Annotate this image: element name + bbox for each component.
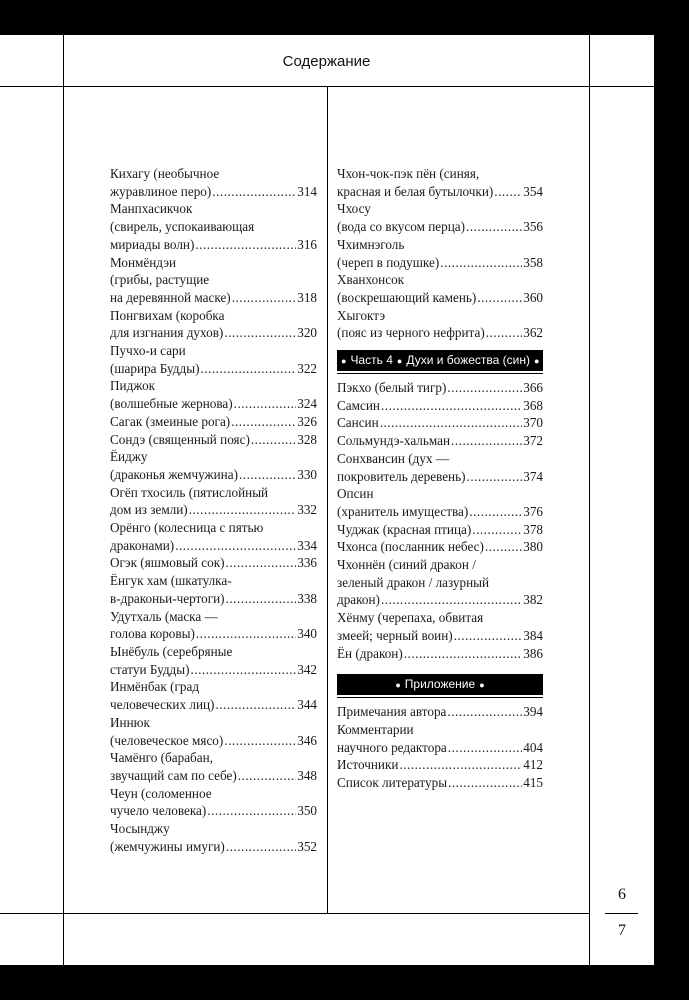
dot-leader (207, 802, 296, 820)
toc-text-line (337, 236, 543, 254)
section-part-label: Часть 4 (350, 353, 393, 368)
toc-text-line (337, 271, 543, 289)
toc-text-line (110, 165, 317, 183)
dot-leader (224, 732, 296, 750)
toc-entry-line[interactable] (110, 183, 317, 201)
dot-leader (234, 395, 297, 413)
toc-entry-title: змеей; черный воин) (337, 627, 453, 643)
dot-leader (451, 432, 522, 450)
toc-group-part3-end (337, 165, 543, 342)
toc-entry-title: Инмёнбак (град (110, 679, 200, 695)
toc-entry-title: Сансин (337, 415, 379, 431)
toc-entry-title: Примечания автора (337, 704, 447, 720)
toc-entry-line[interactable] (337, 627, 543, 645)
dot-leader (448, 739, 522, 757)
toc-entry-title: Сольмундэ-хальман (337, 433, 451, 449)
toc-entry-title: Чуджак (красная птица) (337, 521, 472, 537)
toc-entry-line[interactable] (337, 379, 543, 397)
toc-entry-title: Удутхаль (маска — (110, 608, 218, 624)
toc-page-number: 350 (297, 803, 317, 819)
toc-entry-title: Чхимнэголь (337, 236, 405, 252)
dot-leader (467, 468, 523, 486)
dot-leader (404, 645, 522, 663)
toc-page-number: 366 (523, 380, 543, 396)
toc-entry-line[interactable] (110, 395, 317, 413)
toc-entry-title: Чамёнго (барабан, (110, 750, 213, 766)
dot-leader (486, 324, 523, 342)
footer-top-line (0, 913, 590, 914)
toc-page-number: 374 (523, 468, 543, 484)
toc-entry-title: Пучхо-и сари (110, 343, 186, 359)
toc-page-number: 348 (297, 767, 317, 783)
toc-entry-title: Огёп тхосиль (пятислойный (110, 484, 269, 500)
dot-leader (175, 537, 296, 555)
section-banner-part4 (337, 350, 543, 371)
toc-page-number: 386 (523, 645, 543, 661)
dot-leader (477, 289, 522, 307)
dot-leader (447, 379, 522, 397)
dot-leader (494, 183, 522, 201)
dot-leader (399, 756, 522, 774)
toc-entry-title: в-драконьи-чертоги) (110, 590, 225, 606)
toc-entry-title: Ёнгук хам (шкатулка- (110, 573, 232, 589)
dot-leader (224, 324, 296, 342)
dot-leader (215, 696, 296, 714)
toc-entry-title: покровитель деревень) (337, 468, 466, 484)
bullet-icon: ● (533, 356, 540, 367)
toc-entry-title: Огэк (яшмовый сок) (110, 555, 225, 571)
toc-page-number: 322 (297, 360, 317, 376)
toc-text-line (110, 519, 317, 537)
toc-entry-title: (свирель, успокаивающая (110, 219, 255, 235)
toc-entry-line[interactable] (110, 590, 317, 608)
toc-text-line (110, 608, 317, 626)
toc-entry-title: статуи Будды) (110, 661, 190, 677)
toc-entry-line[interactable] (337, 756, 543, 774)
section-title: Духи и божества (син) (406, 353, 530, 368)
toc-page-number: 344 (297, 697, 317, 713)
toc-text-line (337, 609, 543, 627)
toc-entry-title: Понгвихам (коробка (110, 307, 225, 323)
book-page (0, 35, 654, 965)
toc-entry-line[interactable] (337, 703, 543, 721)
toc-left-column (110, 165, 317, 855)
toc-entry-line[interactable] (110, 625, 317, 643)
toc-entry-title: Сондэ (священный пояс) (110, 431, 250, 447)
toc-text-line (110, 200, 317, 218)
toc-page-number: 368 (523, 397, 543, 413)
toc-entry-title: дракон) (337, 592, 380, 608)
dot-leader (381, 591, 522, 609)
dot-leader (448, 774, 522, 792)
toc-text-line (110, 448, 317, 466)
toc-entry-line[interactable] (110, 802, 317, 820)
toc-page-number: 394 (523, 704, 543, 720)
bullet-icon: ● (396, 356, 403, 367)
dot-leader (447, 703, 522, 721)
toc-entry-line[interactable] (110, 360, 317, 378)
frame-left-line (63, 35, 64, 965)
appendix-title: Приложение (404, 677, 476, 692)
toc-entry-title: для изгнания духов) (110, 325, 224, 341)
bullet-icon: ● (395, 680, 401, 691)
toc-entry-line[interactable] (337, 591, 543, 609)
toc-group-part4 (337, 379, 543, 662)
toc-entry-line[interactable] (337, 538, 543, 556)
toc-entry-title: Список литературы (337, 775, 448, 791)
toc-page-number: 370 (523, 415, 543, 431)
toc-entry-line[interactable] (337, 324, 543, 342)
toc-entry-line[interactable] (110, 537, 317, 555)
toc-entry-title: Чхонса (посланник небес) (337, 539, 484, 555)
toc-entry-line[interactable] (110, 413, 317, 431)
toc-entry-line[interactable] (337, 397, 543, 415)
toc-entry-title: драконами) (110, 537, 175, 553)
toc-page-number: 324 (297, 396, 317, 412)
toc-page-number: 404 (523, 739, 543, 755)
toc-group-appendix (337, 703, 543, 792)
toc-entry-title: Иннюк (110, 714, 150, 730)
dot-leader (238, 767, 296, 785)
toc-page-number: 340 (297, 626, 317, 642)
dot-leader (454, 627, 523, 645)
toc-entry-title: зеленый дракон / лазурный (337, 574, 490, 590)
dot-leader (466, 218, 522, 236)
toc-entry-line[interactable] (337, 289, 543, 307)
toc-entry-line[interactable] (337, 432, 543, 450)
toc-text-line (110, 254, 317, 272)
dot-leader (232, 289, 297, 307)
toc-entry-title: Чхоннён (синий дракон / (337, 557, 476, 573)
toc-entry-line[interactable] (337, 183, 543, 201)
toc-entry-title: красная и белая бутылочки) (337, 183, 494, 199)
toc-entry-line[interactable] (110, 466, 317, 484)
toc-entry-title: (череп в подушке) (337, 254, 440, 270)
toc-page-number: 376 (523, 503, 543, 519)
dot-leader (226, 838, 296, 856)
toc-text-line (110, 271, 317, 289)
dot-leader (231, 413, 296, 431)
toc-entry-title: Пэкхо (белый тигр) (337, 380, 447, 396)
page-title: Содержание (282, 53, 371, 70)
toc-page-number: 318 (297, 289, 317, 305)
toc-entry-line[interactable] (337, 218, 543, 236)
toc-entry-title: журавлиное перо) (110, 183, 212, 199)
toc-entry-title: Хванхонсок (337, 272, 405, 288)
toc-entry-title: (волшебные жернова) (110, 396, 233, 412)
toc-page-number: 314 (297, 183, 317, 199)
toc-entry-title: Чосынджу (110, 821, 170, 837)
toc-entry-title: научного редактора (337, 739, 447, 755)
toc-entry-title: Чхосу (337, 201, 371, 217)
toc-entry-title: Чеун (соломенное (110, 785, 212, 801)
toc-page-number: 362 (523, 325, 543, 341)
toc-text-line (110, 643, 317, 661)
toc-entry-title: Монмёндэи (110, 254, 177, 270)
dot-leader (226, 590, 297, 608)
toc-text-line (110, 484, 317, 502)
dot-leader (251, 431, 296, 449)
toc-text-line (337, 450, 543, 468)
dot-leader (226, 554, 297, 572)
bullet-icon: ● (479, 680, 485, 691)
toc-entry-title: Источники (337, 757, 399, 773)
toc-page-number: 328 (297, 431, 317, 447)
toc-entry-line[interactable] (337, 414, 543, 432)
toc-page-number: 330 (297, 466, 317, 482)
toc-text-line (110, 678, 317, 696)
toc-entry-line[interactable] (110, 289, 317, 307)
toc-entry-line[interactable] (337, 645, 543, 663)
toc-text-line (337, 485, 543, 503)
toc-entry-line[interactable] (110, 661, 317, 679)
toc-entry-title: (жемчужины имуги) (110, 838, 225, 854)
toc-entry-title: Сагак (змеиные рога) (110, 413, 231, 429)
dot-leader (189, 501, 297, 519)
toc-text-line (110, 749, 317, 767)
toc-entry-title: человеческих лиц) (110, 697, 215, 713)
toc-text-line (337, 574, 543, 592)
toc-entry-title: (вода со вкусом перца) (337, 219, 466, 235)
toc-entry-line[interactable] (110, 431, 317, 449)
toc-entry-title: Опсин (337, 486, 374, 502)
toc-entry-line[interactable] (337, 503, 543, 521)
toc-entry-title: чучело человека) (110, 803, 207, 819)
toc-page-number: 346 (297, 732, 317, 748)
toc-page-number: 360 (523, 289, 543, 305)
toc-page-number: 412 (523, 757, 543, 773)
toc-page-number: 384 (523, 627, 543, 643)
toc-entry-line[interactable] (110, 838, 317, 856)
toc-entry-title: (драконья жемчужина) (110, 466, 238, 482)
toc-entry-title: (воскрешающий камень) (337, 289, 477, 305)
toc-page-number: 352 (297, 838, 317, 854)
dot-leader (440, 254, 522, 272)
toc-entry-line[interactable] (337, 468, 543, 486)
toc-entry-title: Хыгоктэ (337, 307, 386, 323)
toc-page-number: 354 (523, 183, 543, 199)
toc-page-number: 316 (297, 236, 317, 252)
toc-entry-title: звучащий сам по себе) (110, 767, 237, 783)
dot-leader (469, 503, 522, 521)
toc-text-line (110, 820, 317, 838)
toc-entry-title: Самсин (337, 397, 380, 413)
page-number-top: 6 (618, 886, 626, 903)
toc-text-line (337, 556, 543, 574)
toc-entry-line[interactable] (110, 324, 317, 342)
toc-entry-title: Сонхвансин (дух — (337, 450, 450, 466)
toc-entry-title: Ынёбуль (серебряные (110, 643, 233, 659)
toc-entry-title: (хранитель имущества) (337, 503, 469, 519)
toc-entry-title: Орёнго (колесница с пятью (110, 520, 264, 536)
toc-page-number: 332 (297, 502, 317, 518)
toc-entry-title: Ёиджу (110, 449, 148, 465)
toc-page-number: 372 (523, 433, 543, 449)
bullet-icon: ● (341, 356, 347, 367)
toc-text-line (337, 165, 543, 183)
toc-entry-title: Кихагу (необычное (110, 166, 220, 181)
toc-page-number: 336 (297, 555, 317, 571)
dot-leader (212, 183, 296, 201)
toc-entry-title: (грибы, растущие (110, 272, 210, 288)
toc-entry-line[interactable] (337, 254, 543, 272)
toc-right-column (337, 165, 543, 792)
toc-entry-title: (человеческое мясо) (110, 732, 224, 748)
dot-leader (195, 236, 296, 254)
toc-entry-title: Чхон-чок-пэк пён (синяя, (337, 166, 480, 181)
dot-leader (239, 466, 296, 484)
toc-page-number: 334 (297, 537, 317, 553)
column-divider (327, 86, 328, 913)
toc-page-number: 320 (297, 325, 317, 341)
page-number-divider (605, 913, 638, 914)
toc-text-line (110, 342, 317, 360)
dot-leader (485, 538, 522, 556)
toc-page-number: 326 (297, 413, 317, 429)
toc-page-number: 358 (523, 254, 543, 270)
toc-entry-title: на деревянной маске) (110, 289, 231, 305)
toc-entry-title: Пиджок (110, 378, 156, 394)
page-number-bottom: 7 (618, 922, 626, 939)
toc-page-number: 378 (523, 521, 543, 537)
toc-entry-title: голова коровы) (110, 626, 195, 642)
dot-leader (200, 360, 296, 378)
toc-entry-line[interactable] (110, 236, 317, 254)
toc-entry-title: мириады волн) (110, 236, 195, 252)
toc-entry-title: (шарира Будды) (110, 360, 200, 376)
toc-text-line (110, 785, 317, 803)
toc-entry-line[interactable] (110, 732, 317, 750)
frame-right-line (589, 35, 590, 965)
toc-entry-line[interactable] (110, 696, 317, 714)
toc-page-number: 415 (523, 775, 543, 791)
toc-entry-title: Манпхасикчок (110, 201, 193, 217)
toc-page-number: 342 (297, 661, 317, 677)
toc-entry-line[interactable] (337, 739, 543, 757)
toc-text-line (337, 200, 543, 218)
dot-leader (472, 521, 522, 539)
toc-entry-line[interactable] (337, 521, 543, 539)
toc-entry-line[interactable] (110, 767, 317, 785)
toc-entry-title: (пояс из черного нефрита) (337, 325, 485, 341)
toc-entry-title: Хёнму (черепаха, обвитая (337, 610, 484, 626)
toc-text-line (110, 218, 317, 236)
toc-text-line (110, 572, 317, 590)
toc-text-line (337, 721, 543, 739)
dot-leader (191, 661, 297, 679)
toc-page-number: 382 (523, 592, 543, 608)
toc-page-number: 338 (297, 590, 317, 606)
dot-leader (380, 414, 523, 432)
toc-entry-line[interactable] (337, 774, 543, 792)
toc-text-line (337, 307, 543, 325)
toc-entry-line[interactable] (110, 501, 317, 519)
toc-entry-line[interactable] (110, 554, 317, 572)
toc-entry-title: дом из земли) (110, 502, 188, 518)
toc-text-line (110, 377, 317, 395)
dot-leader (381, 397, 522, 415)
dot-leader (196, 625, 296, 643)
toc-text-line (110, 714, 317, 732)
toc-page-number: 356 (523, 219, 543, 235)
toc-entry-title: Комментарии (337, 721, 414, 737)
toc-text-line (110, 307, 317, 325)
section-banner-appendix (337, 674, 543, 695)
toc-entry-title: Ён (дракон) (337, 645, 403, 661)
toc-page-number: 380 (523, 539, 543, 555)
